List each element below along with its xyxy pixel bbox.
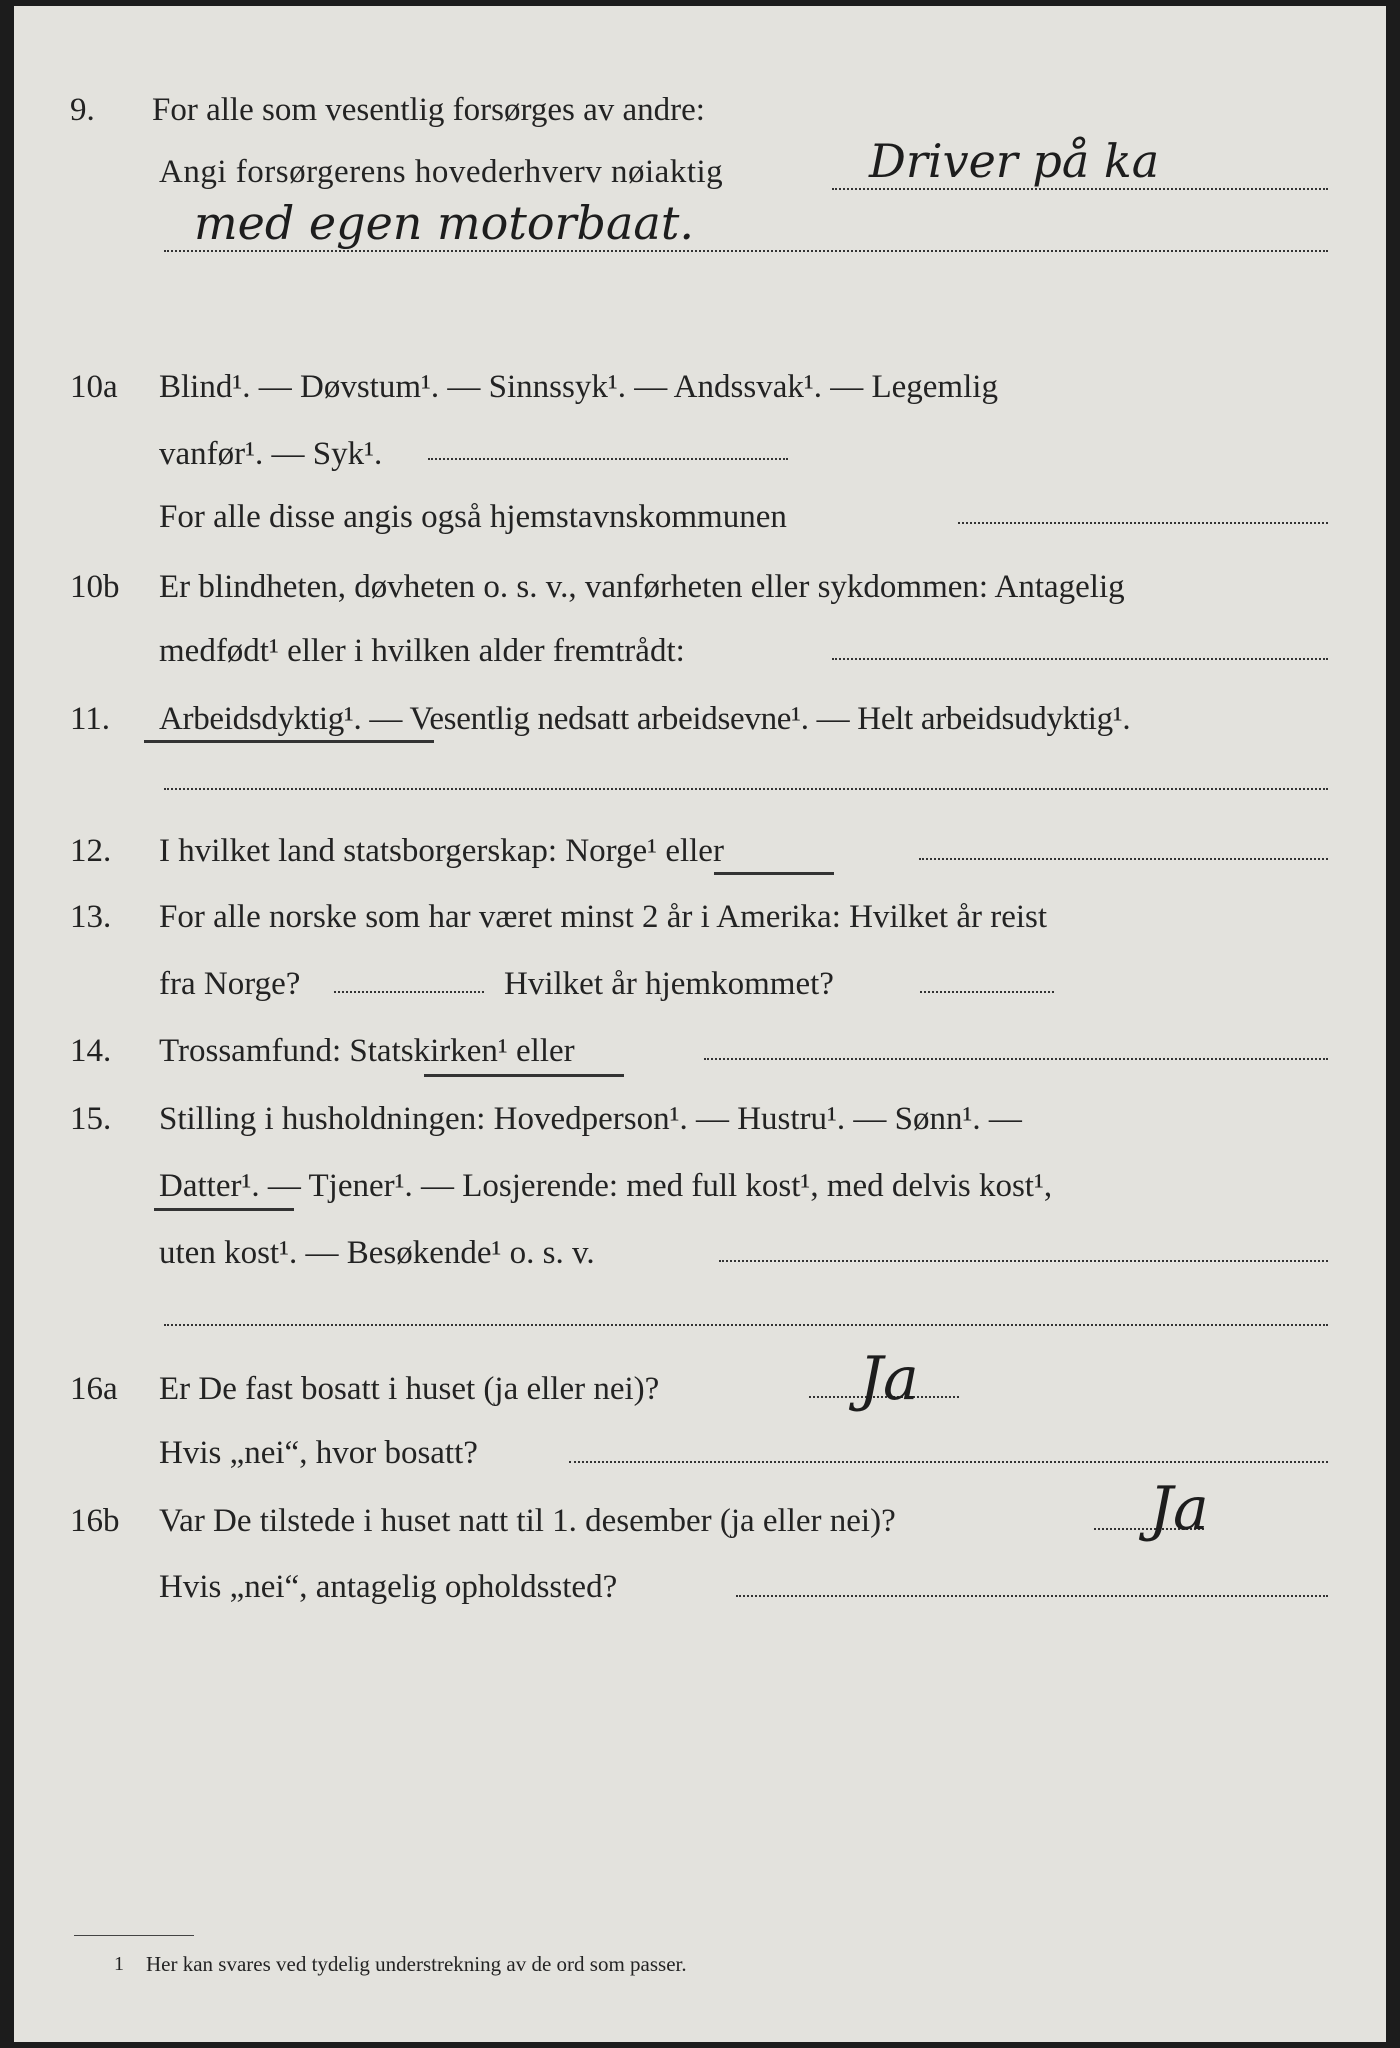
- item-10b-line-2: medfødt¹ eller i hvilken alder fremtrådt:: [159, 633, 685, 669]
- item-number-16b: 16b: [70, 1503, 120, 1539]
- item-10b-line-1: Er blindheten, døvheten o. s. v., vanførheten eller sykdommen: Antagelig: [159, 569, 1125, 605]
- item-number-12: 12.: [70, 833, 112, 869]
- item-13-line-2b: Hvilket år hjemkommet?: [504, 966, 834, 1002]
- item-15-line-1: Stilling i husholdningen: Hovedperson¹. — Hustru¹. — Sønn¹. —: [159, 1101, 1022, 1137]
- item-13-answer-line-2: [920, 991, 1054, 993]
- item-11-underline-arbeidsdyktig: [144, 740, 434, 743]
- item-11-answer-line: [164, 788, 1328, 790]
- item-16a-line-2: Hvis „nei“, hvor bosatt?: [159, 1435, 478, 1471]
- item-9-handwritten-answer-1: Driver på ka: [869, 134, 1160, 188]
- item-16b-line-2: Hvis „nei“, antagelig opholdssted?: [159, 1569, 618, 1605]
- item-9-title: For alle som vesentlig forsørges av andre:: [152, 92, 705, 128]
- item-15-underline-datter: [154, 1208, 294, 1211]
- item-14-underline-statskirken: [424, 1074, 624, 1077]
- item-10a-line-2: vanfør¹. — Syk¹.: [159, 436, 383, 472]
- item-15-line-2: Datter¹. — Tjener¹. — Losjerende: med full kost¹, med delvis kost¹,: [159, 1168, 1053, 1204]
- item-10a-line-1: Blind¹. — Døvstum¹. — Sinnssyk¹. — Andssvak¹. — Legemlig: [159, 369, 998, 405]
- item-10a-line-3: For alle disse angis også hjemstavnskommunen: [159, 499, 787, 535]
- item-10b-answer-line: [832, 658, 1328, 660]
- item-16a-answer-line-2: [569, 1461, 1328, 1463]
- item-13-line-1: For alle norske som har været minst 2 år i Amerika: Hvilket år reist: [159, 899, 1048, 935]
- item-12-line-1: I hvilket land statsborgerskap: Norge¹ eller: [159, 833, 724, 869]
- item-number-9: 9.: [70, 92, 95, 128]
- item-16a-handwritten-answer: Ja: [859, 1344, 919, 1414]
- item-15-line-3: uten kost¹. — Besøkende¹ o. s. v.: [159, 1235, 595, 1271]
- item-16b-answer-line-2: [736, 1595, 1328, 1597]
- item-9-handwritten-answer-2: med egen motorbaat.: [194, 196, 694, 250]
- item-12-underline-norge: [714, 872, 834, 875]
- item-9-prompt: Angi forsørgerens hovederhverv nøiaktig: [159, 154, 724, 190]
- item-number-11: 11.: [70, 701, 111, 737]
- item-16a-line-1: Er De fast bosatt i huset (ja eller nei)?: [159, 1371, 660, 1407]
- footnote-text: Her kan svares ved tydelig understrekning av de ord som passer.: [146, 1952, 687, 1976]
- item-13-line-2a: fra Norge?: [159, 966, 301, 1002]
- item-14-answer-line: [704, 1058, 1328, 1060]
- item-number-16a: 16a: [70, 1371, 118, 1407]
- item-15-answer-line-2: [164, 1324, 1328, 1326]
- item-number-10a: 10a: [70, 369, 118, 405]
- census-form-page: [14, 6, 1386, 2042]
- item-number-15: 15.: [70, 1101, 112, 1137]
- footnote-rule: [74, 1935, 194, 1936]
- item-12-answer-line: [919, 858, 1328, 860]
- item-16b-handwritten-answer: Ja: [1149, 1474, 1209, 1544]
- item-14-line-1: Trossamfund: Statskirken¹ eller: [159, 1033, 575, 1069]
- item-number-10b: 10b: [70, 569, 120, 605]
- item-9-answer-line-1: [832, 188, 1328, 190]
- item-number-13: 13.: [70, 899, 112, 935]
- item-15-answer-line-1: [719, 1260, 1328, 1262]
- item-9-answer-line-2: [164, 250, 1328, 252]
- item-11-line-1: Arbeidsdyktig¹. — Vesentlig nedsatt arbeidsevne¹. — Helt arbeidsudyktig¹.: [159, 701, 1131, 737]
- item-13-answer-line-1: [334, 991, 484, 993]
- item-number-14: 14.: [70, 1033, 112, 1069]
- item-10a-answer-line-2: [958, 522, 1328, 524]
- footnote-mark: 1: [114, 1953, 124, 1975]
- item-10a-answer-line-1: [428, 458, 788, 460]
- item-16b-line-1: Var De tilstede i huset natt til 1. desember (ja eller nei)?: [159, 1503, 896, 1539]
